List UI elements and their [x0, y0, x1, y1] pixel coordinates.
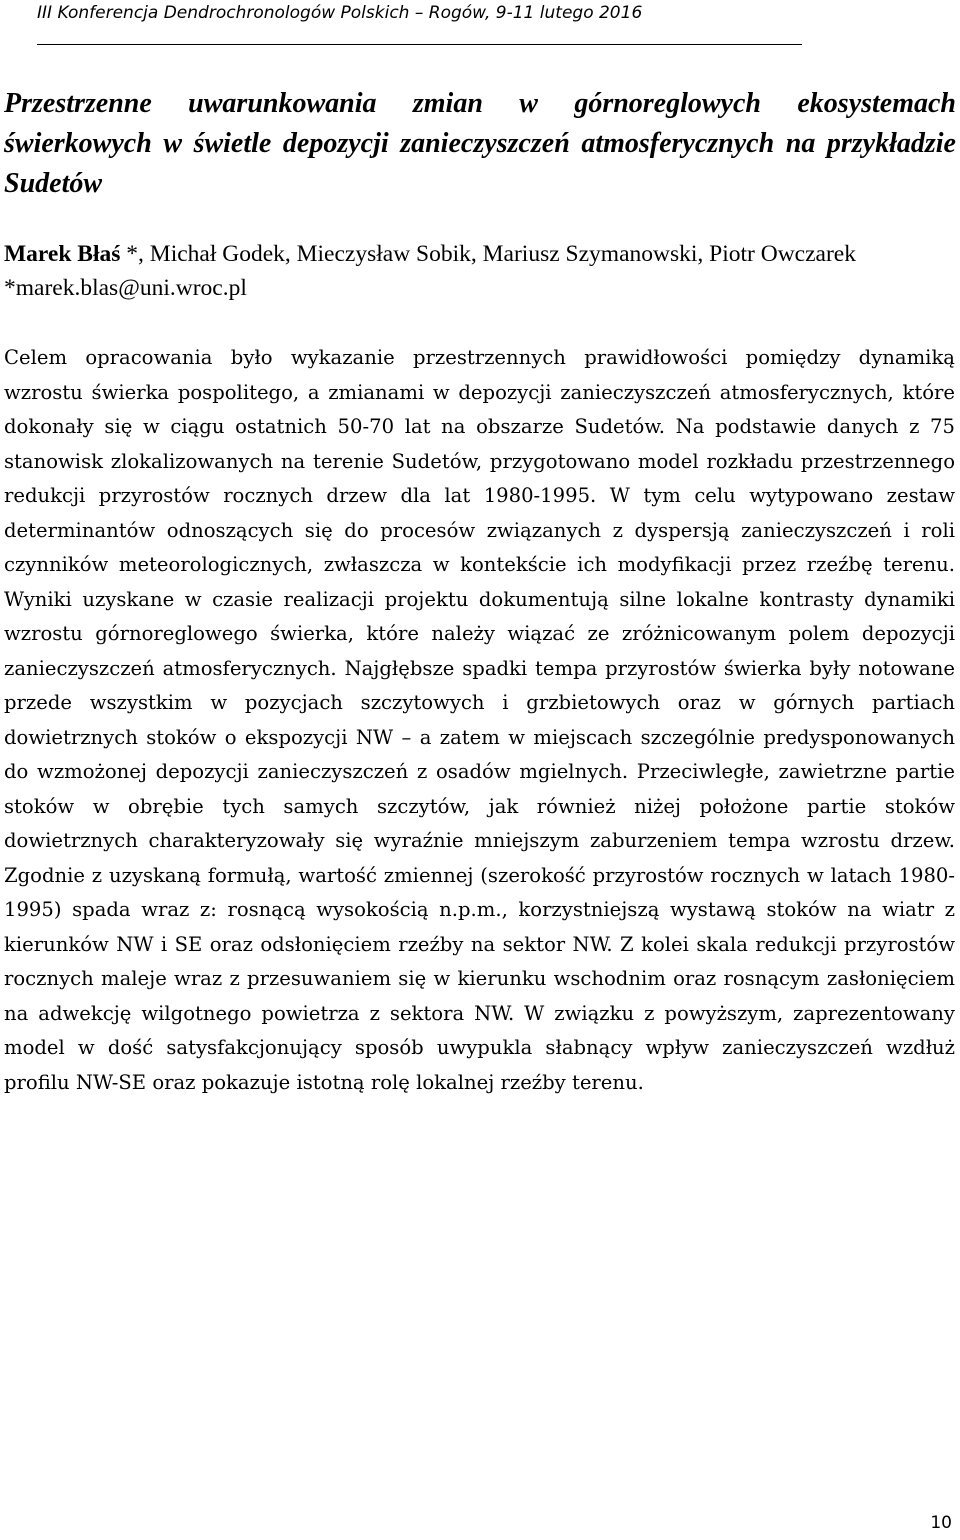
- other-authors: *, Michał Godek, Mieczysław Sobik, Mariusz Szymanowski, Piotr Owczarek: [120, 241, 856, 267]
- contact-email: *marek.blas@uni.wroc.pl: [4, 275, 247, 301]
- page-header: [37, 0, 802, 45]
- abstract-text: Celem opracowania było wykazanie przestrzennych prawidłowości pomiędzy dynamiką wzrostu świerka pospolitego, a zmianami w depozycji zanieczyszczeń atmosferycznych, które dokonały się w ciągu ostatnich 50-70 lat na obszarze Sudetów. Na podstawie danych z 75 stanowisk zlokalizowanych na terenie Sudetów, przygotowano model rozkładu przestrzennego redukcji przyrostów rocznych drzew dla lat 1980-1995. W tym celu wytypowano zestaw determinantów odnoszących się do procesów związanych z dyspersją zanieczyszczeń i roli czynników meteorologicznych, zwłaszcza w kontekście ich modyfikacji przez rzeźbę terenu. Wyniki uzyskane w czasie realizacji projektu dokumentują silne lokalne kontrasty dynamiki wzrostu górnoreglowego świerka, które należy wiązać ze zróżnicowanym polem depozycji zanieczyszczeń atmosferycznych. Najgłębsze spadki tempa przyrostów świerka były notowane przede wszystkim w pozycjach szczytowych i grzbietowych oraz w górnych partiach dowietrznych stoków o ekspozycji NW – a zatem w miejscach szczególnie predysponowanych do wzmożonej depozycji zanieczyszczeń z osadów mgielnych. Przeciwległe, zawietrzne partie stoków w obrębie tych samych szczytów, jak również niżej położone partie stoków dowietrznych charakteryzowały się wyraźnie mniejszym zaburzeniem tempa wzrostu drzew. Zgodnie z uzyskaną formułą, wartość zmiennej (szerokość przyrostów rocznych w latach 1980-1995) spada wraz z: rosnącą wysokością n.p.m., korzystniejszą wystawą stoków na wiatr z kierunków NW i SE oraz odsłonięciem rzeźby na sektor NW. Z kolei skala redukcji przyrostów rocznych maleje wraz z przesuwaniem się w kierunku wschodnim oraz rosnącym zasłonięciem na adwekcję wilgotnego powietrza z sektora NW. W związku z powyższym, zaprezentowany model w dość satysfakcjonujący sposób uwypukla słabnący wpływ zanieczyszczeń wzdłuż profilu NW-SE oraz pokazuje istotną rolę lokalnej rzeźby terenu.: [4, 346, 955, 1094]
- first-author: Marek Błaś: [4, 241, 121, 267]
- paper-title: Przestrzenne uwarunkowania zmian w górnoreglowych ekosystemach świerkowych w świetle depozycji zanieczyszczeń atmosferycznych na przykładzie Sudetów: [4, 88, 956, 199]
- conference-header-text: III Konferencja Dendrochronologów Polskich – Rogów, 9-11 lutego 2016: [37, 3, 643, 23]
- page-number: 10: [930, 1513, 952, 1533]
- author-list: [4, 237, 956, 271]
